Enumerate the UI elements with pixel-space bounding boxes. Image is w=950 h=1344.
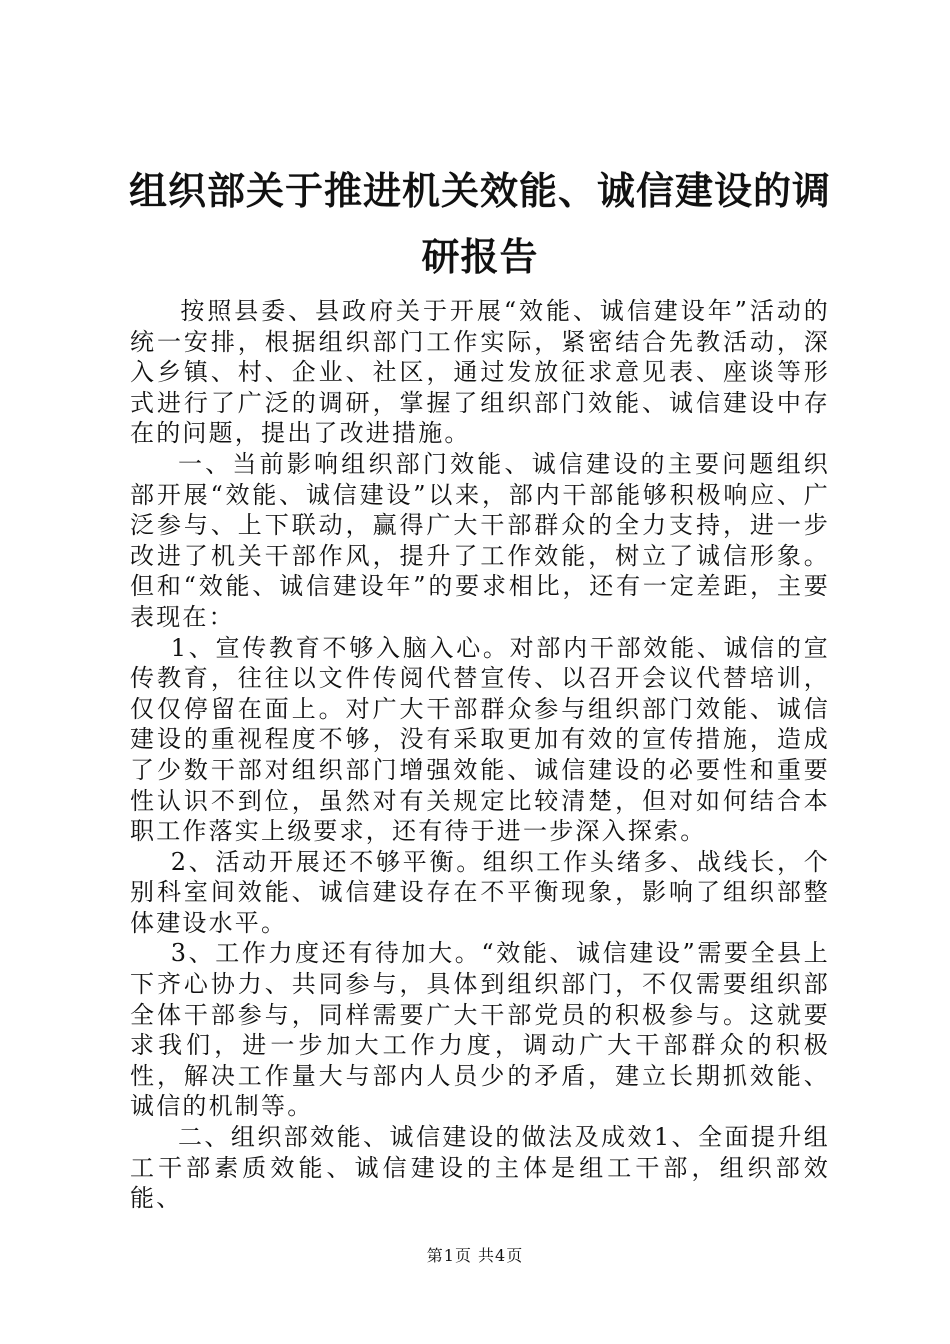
paragraph-item-1: 1、宣传教育不够入脑入心。对部内干部效能、诚信的宣传教育，往往以文件传阅代替宣传、以召开会议代替培训，仅仅停留在面上。对广大干部群众参与组织部门效能、诚信建设的重视程度不够，没有采取更加有效的宣传措施，造成了少数干部对组织部门增强效能、诚信建设的必要性和重要性认识不到位，虽然对有关规定比较清楚，但对如何结合本职工作落实上级要求，还有待于进一步深入探索。 — [130, 633, 830, 846]
page-footer: 第1页 共4页 — [426, 1246, 524, 1265]
paragraph-intro: 按照县委、县政府关于开展“效能、诚信建设年”活动的统一安排，根据组织部门工作实际，紧密结合先教活动，深入乡镇、村、企业、社区，通过发放征求意见表、座谈等形式进行了广泛的调研，掌握了组织部门效能、诚信建设中存在的问题，提出了改进措施。 — [130, 297, 830, 448]
paragraph-section-1: 一、当前影响组织部门效能、诚信建设的主要问题组织部开展“效能、诚信建设”以来，部内干部能够积极响应、广泛参与、上下联动，赢得广大干部群众的全力支持，进一步改进了机关干部作风，提升了工作效能，树立了诚信形象。但和“效能、诚信建设年”的要求相比，还有一定差距，主要表现在： — [130, 449, 830, 631]
paragraph-item-2: 2、活动开展还不够平衡。组织工作头绪多、战线长，个别科室间效能、诚信建设存在不平衡现象，影响了组织部整体建设水平。 — [130, 847, 830, 937]
document-body — [130, 296, 830, 1214]
paragraph-section-2: 二、组织部效能、诚信建设的做法及成效1、全面提升组工干部素质效能、诚信建设的主体是组工干部，组织部效能、 — [130, 1123, 830, 1213]
document-title: 组织部关于推进机关效能、诚信建设的调研报告 — [128, 168, 831, 279]
paragraph-item-3: 3、工作力度还有待加大。“效能、诚信建设”需要全县上下齐心协力、共同参与，具体到组织部门，不仅需要组织部全体干部参与，同样需要广大干部党员的积极参与。这就要求我们，进一步加大工作力度，调动广大干部群众的积极性，解决工作量大与部内人员少的矛盾，建立长期抓效能、诚信的机制等。 — [130, 939, 830, 1121]
